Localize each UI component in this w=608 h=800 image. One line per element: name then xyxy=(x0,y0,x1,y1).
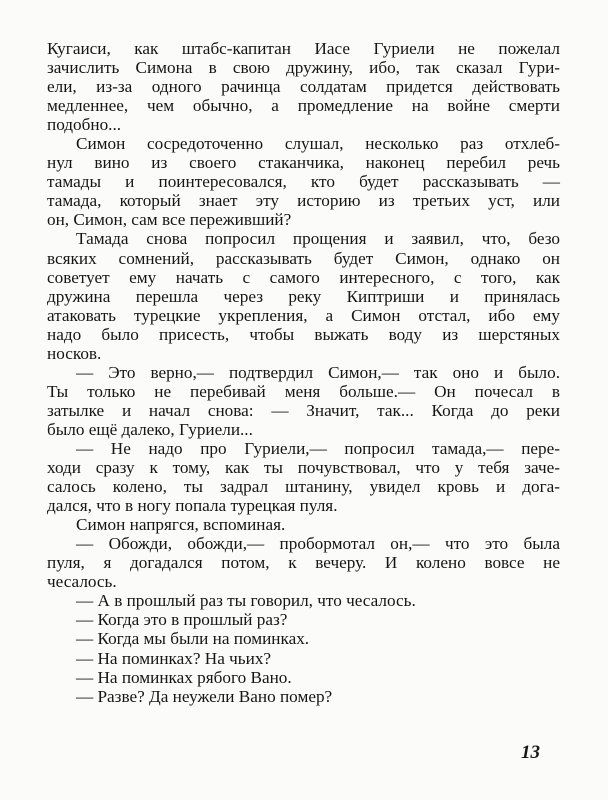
text-line: пуля, я догадался потом, к вечеру. И колено вовсе не xyxy=(47,553,560,573)
text-line: дался, что в ногу попала турецкая пуля. xyxy=(47,496,338,516)
text-line: тамады и поинтересовался, кто будет рассказывать — xyxy=(47,172,560,192)
text-line: советует ему начать с самого интересного, с того, как xyxy=(47,267,560,287)
text-line: — Когда это в прошлый раз? xyxy=(76,610,288,630)
text-line: ели, из-за одного рачинца солдатам придется действовать xyxy=(47,77,560,97)
text-line: чесалось. xyxy=(47,572,117,592)
text-line: носков. xyxy=(47,343,102,363)
text-line: атаковать турецкие укрепления, а Симон отстал, ибо ему xyxy=(47,305,560,325)
text-line: — А в прошлый раз ты говорил, что чесалось. xyxy=(76,591,416,611)
text-line: — Разве? Да неужели Вано помер? xyxy=(76,686,333,706)
text-line: дружина перешла через реку Киптриши и принялась xyxy=(47,286,560,306)
text-line: нул вино из своего стаканчика, наконец перебил речь xyxy=(47,153,560,173)
text-line: — Это верно,— подтвердил Симон,— так оно и было. xyxy=(76,362,560,382)
text-line: Симон напрягся, вспоминая. xyxy=(76,515,286,535)
text-line: — На поминках рябого Вано. xyxy=(76,667,292,687)
page-number: 13 xyxy=(521,742,540,763)
text-line: он, Симон, сам все переживший? xyxy=(47,210,292,230)
text-line: надо было присесть, чтобы выжать воду из шерстяных xyxy=(47,324,560,344)
text-line: подобно... xyxy=(47,115,122,135)
text-line: салось колено, ты задрал штанину, увидел кровь и дога- xyxy=(47,477,560,497)
text-line: всяких сомнений, рассказывать будет Симон, однако он xyxy=(47,248,560,268)
text-line: затылке и начал снова: — Значит, так... Когда до реки xyxy=(47,400,560,420)
text-line: Симон сосредоточенно слушал, несколько раз отхлеб- xyxy=(76,134,560,154)
body-text xyxy=(47,39,560,706)
text-line: — На поминках? На чьих? xyxy=(76,648,272,668)
text-line: Тамада снова попросил прощения и заявил, что, безо xyxy=(76,229,560,249)
text-line: ходи сразу к тому, как ты почувствовал, что у тебя заче- xyxy=(47,458,560,478)
text-line: было ещё далеко, Гуриели... xyxy=(47,419,253,439)
text-line: Кугаиси, как штабс-капитан Иасе Гуриели не пожелал xyxy=(47,39,560,58)
text-line: тамада, который знает эту историю из третьих уст, или xyxy=(47,191,560,211)
text-line: зачислить Симона в свою дружину, ибо, так сказал Гури- xyxy=(47,58,560,78)
text-line: Ты только не перебивай меня больше.— Он почесал в xyxy=(47,381,560,401)
text-line: медленнее, чем обычно, а промедление на войне смерти xyxy=(47,96,560,116)
text-line: — Обожди, обожди,— пробормотал он,— что это была xyxy=(76,534,560,554)
text-line: — Когда мы были на поминках. xyxy=(76,629,310,649)
text-line: — Не надо про Гуриели,— попросил тамада,— пере- xyxy=(76,438,560,458)
